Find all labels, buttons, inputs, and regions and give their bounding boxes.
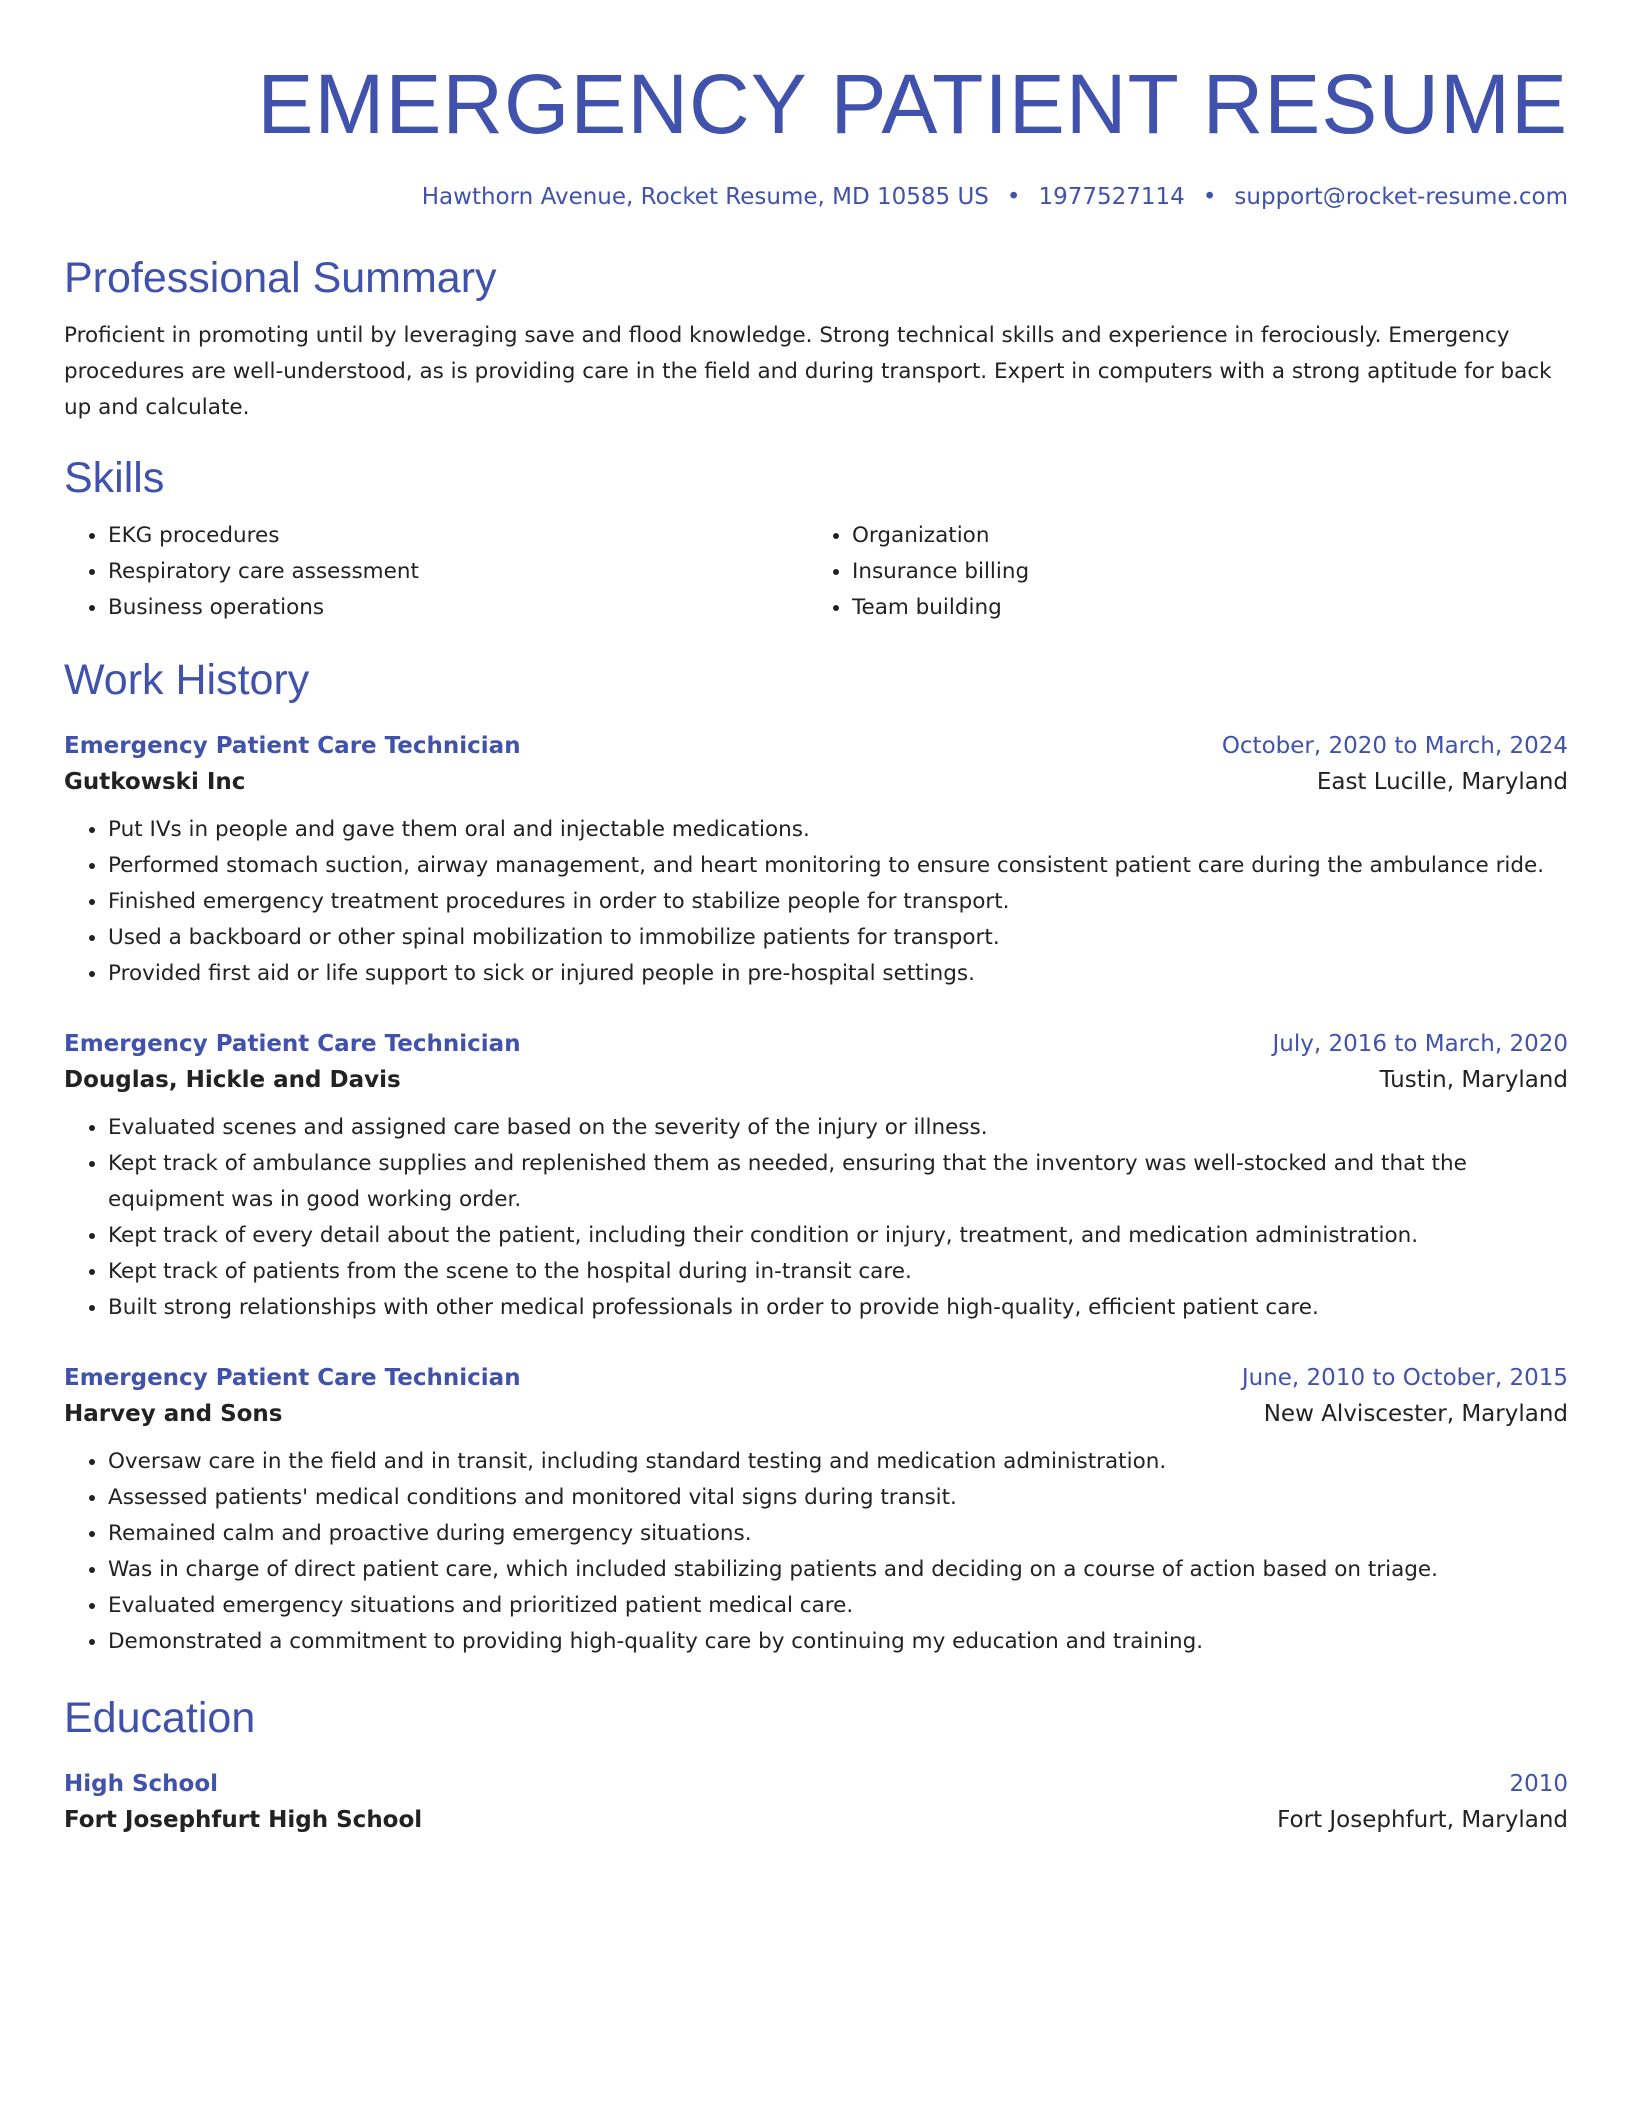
job-duties [64, 812, 1568, 992]
education-school: Fort Josephfurt High School [64, 1807, 423, 1833]
duty-item: • Evaluated scenes and assigned care based on the severity of the injury or illness. [108, 1110, 1568, 1146]
job-company: Harvey and Sons [64, 1401, 283, 1427]
duty-item: • Kept track of patients from the scene to the hospital during in-transit care. [108, 1254, 1568, 1290]
duty-item: • Kept track of every detail about the patient, including their condition or injury, treatment, and medication administration. [108, 1218, 1568, 1254]
skills-heading: Skills [64, 454, 165, 502]
summary-text: Proficient in promoting until by leveraging save and flood knowledge. Strong technical skills and experience in ferociously. Emergency procedures are well-understood, as is providing care in the field and during transport. Expert in computers with a strong aptitude for back up and calculate. [64, 323, 1552, 420]
resume-name: EMERGENCY PATIENT RESUME [257, 57, 1568, 151]
job-title-row [64, 1360, 1568, 1396]
duty-item: • Evaluated emergency situations and prioritized patient medical care. [108, 1588, 1568, 1624]
job-company-row [64, 1396, 1568, 1432]
duty-item: • Put IVs in people and gave them oral and injectable medications. [108, 812, 1568, 848]
duty-item: • Built strong relationships with other medical professionals in order to provide high-quality, efficient patient care. [108, 1290, 1568, 1326]
contact-address: Hawthorn Avenue, Rocket Resume, MD 10585 US [421, 184, 989, 210]
education-entry [64, 1766, 1568, 1838]
job-entry [64, 728, 1568, 992]
job-title: Emergency Patient Care Technician [64, 733, 521, 759]
job-title-row [64, 1026, 1568, 1062]
duty-item: • Oversaw care in the field and in transit, including standard testing and medication administration. [108, 1444, 1568, 1480]
skill-item: • Insurance billing [852, 554, 1552, 590]
job-duties [64, 1444, 1568, 1660]
duty-item: • Was in charge of direct patient care, which included stabilizing patients and deciding on a course of action based on triage. [108, 1552, 1568, 1588]
job-location: Tustin, Maryland [1379, 1067, 1568, 1093]
job-duties [64, 1110, 1568, 1326]
duty-item: • Provided first aid or life support to sick or injured people in pre-hospital settings. [108, 956, 1568, 992]
contact-separator: • [1006, 184, 1021, 210]
education-location: Fort Josephfurt, Maryland [1277, 1807, 1568, 1833]
job-location: New Alviscester, Maryland [1263, 1401, 1568, 1427]
job-dates: July, 2016 to March, 2020 [1272, 1031, 1568, 1057]
education-year: 2010 [1509, 1771, 1568, 1797]
duty-item: • Kept track of ambulance supplies and replenished them as needed, ensuring that the inventory was well-stocked and that the equipment was in good working order. [108, 1146, 1568, 1218]
skills-column-right [808, 518, 1552, 626]
job-location: East Lucille, Maryland [1316, 769, 1568, 795]
duty-item: • Performed stomach suction, airway management, and heart monitoring to ensure consistent patient care during the ambulance ride. [108, 848, 1568, 884]
skill-item: • Organization [852, 518, 1552, 554]
job-title: Emergency Patient Care Technician [64, 1031, 521, 1057]
job-dates: June, 2010 to October, 2015 [1241, 1365, 1568, 1391]
skill-item: • Business operations [108, 590, 808, 626]
duty-item: • Remained calm and proactive during emergency situations. [108, 1516, 1568, 1552]
education-school-row [64, 1802, 1568, 1838]
duty-item: • Assessed patients' medical conditions and monitored vital signs during transit. [108, 1480, 1568, 1516]
resume-page [64, 0, 1568, 1838]
education-heading: Education [64, 1694, 256, 1742]
job-entry [64, 1360, 1568, 1660]
contact-line [64, 180, 1568, 214]
skills-column-left [64, 518, 808, 626]
job-company: Gutkowski Inc [64, 769, 246, 795]
job-dates: October, 2020 to March, 2024 [1221, 733, 1568, 759]
duty-item: • Used a backboard or other spinal mobilization to immobilize patients for transport. [108, 920, 1568, 956]
job-company-row [64, 1062, 1568, 1098]
job-company: Douglas, Hickle and Davis [64, 1067, 401, 1093]
contact-phone: 1977527114 [1038, 184, 1185, 210]
summary-heading: Professional Summary [64, 254, 497, 302]
education-degree-row [64, 1766, 1568, 1802]
work-history-heading: Work History [64, 656, 310, 704]
skills-list [64, 518, 1568, 626]
skill-item: • Team building [852, 590, 1552, 626]
education-degree: High School [64, 1771, 219, 1797]
job-title: Emergency Patient Care Technician [64, 1365, 521, 1391]
skill-item: • Respiratory care assessment [108, 554, 808, 590]
skill-item: • EKG procedures [108, 518, 808, 554]
job-title-row [64, 728, 1568, 764]
duty-item: • Finished emergency treatment procedures in order to stabilize people for transport. [108, 884, 1568, 920]
duty-item: • Demonstrated a commitment to providing high-quality care by continuing my education and training. [108, 1624, 1568, 1660]
contact-separator: • [1202, 184, 1217, 210]
job-company-row [64, 764, 1568, 800]
job-entry [64, 1026, 1568, 1326]
contact-email: support@rocket-resume.com [1234, 184, 1568, 210]
